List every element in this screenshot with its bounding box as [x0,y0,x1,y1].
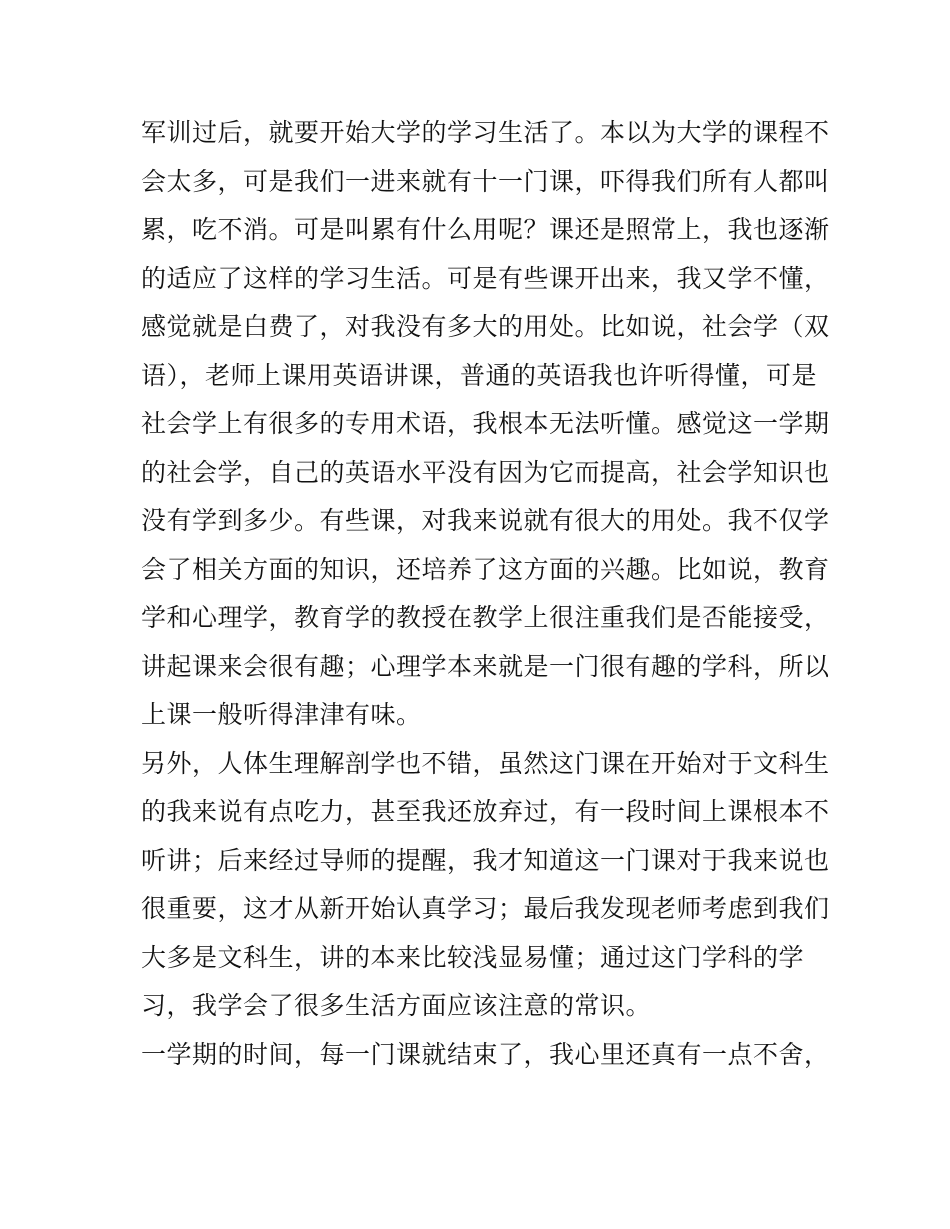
text-line: 累，吃不消。可是叫累有什么用呢？课还是照常上，我也逐渐 [141,215,830,244]
text-line: 习，我学会了很多生活方面应该注意的常识。 [141,991,652,1020]
text-line: 讲起课来会很有趣；心理学本来就是一门很有趣的学科，所以 [141,651,830,681]
body-text [141,109,830,1079]
text-line: 的我来说有点吃力，甚至我还放弃过，有一段时间上课根本不 [141,797,830,826]
text-line: 军训过后，就要开始大学的学习生活了。本以为大学的课程不 [141,118,830,147]
text-line: 很重要，这才从新开始认真学习；最后我发现老师考虑到我们 [141,894,830,923]
text-line: 会了相关方面的知识，还培养了这方面的兴趣。比如说，教育 [141,554,830,584]
text-line: 会太多，可是我们一进来就有十一门课，吓得我们所有人都叫 [141,166,830,196]
text-line: 的社会学，自己的英语水平没有因为它而提高，社会学知识也 [141,457,830,487]
text-line: 的适应了这样的学习生活。可是有些课开出来，我又学不懂， [141,263,830,293]
text-line: 学和心理学，教育学的教授在教学上很注重我们是否能接受， [141,603,830,632]
text-line: 大多是文科生，讲的本来比较浅显易懂；通过这门学科的学 [141,942,805,972]
text-line: 语），老师上课用英语讲课，普通的英语我也许听得懂，可是 [141,360,818,390]
text-line: 另外，人体生理解剖学也不错，虽然这门课在开始对于文科生 [141,748,830,778]
text-line: 上课一般听得津津有味。 [141,700,422,729]
text-line: 没有学到多少。有些课，对我来说就有很大的用处。我不仅学 [141,506,830,535]
text-line: 感觉就是白费了，对我没有多大的用处。比如说，社会学（双 [141,312,830,341]
text-line: 一学期的时间，每一门课就结束了，我心里还真有一点不舍， [141,1039,830,1069]
text-line: 听讲；后来经过导师的提醒，我才知道这一门课对于我来说也 [141,845,830,875]
text-line: 社会学上有很多的专用术语，我根本无法听懂。感觉这一学期 [141,409,830,438]
